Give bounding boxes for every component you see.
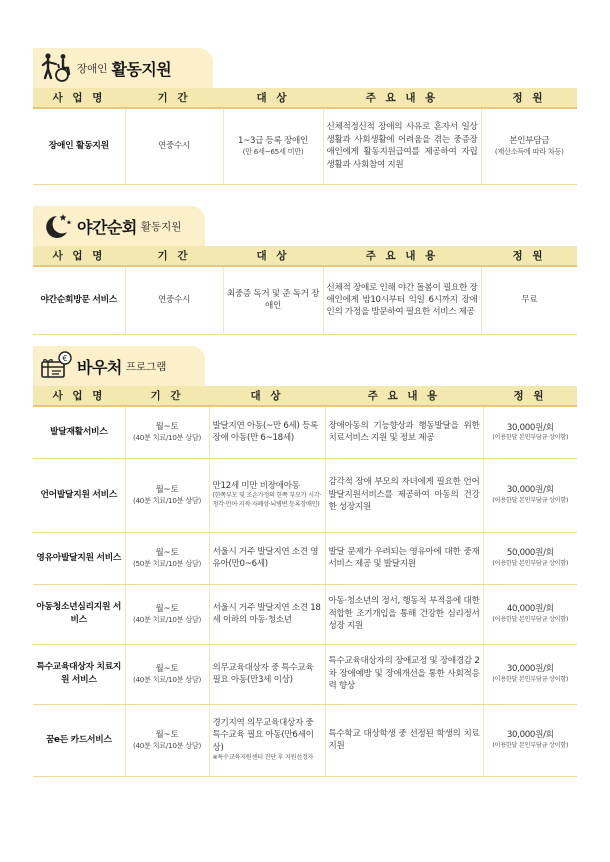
header-target: 대 상 [223, 88, 323, 108]
row-price [483, 406, 577, 458]
table-row [33, 704, 577, 776]
row-period-sub: (40분 치료/10분 상담) [132, 615, 202, 624]
row-period-sub: (40분 치료/10분 상담) [132, 741, 202, 750]
row-price-main: 30,000원/회 [506, 730, 554, 741]
row-period [125, 406, 209, 458]
section-title: 바우처 [77, 357, 122, 377]
row-name: 발달재활서비스 [33, 406, 125, 458]
svg-text:€: € [62, 354, 68, 363]
row-period-sub: (40분 치료/10분 상담) [132, 496, 202, 505]
row-price [483, 644, 577, 704]
row-content: 특수학교 대상학생 중 선정된 학생의 치료지원 [325, 704, 483, 776]
row-target-main: 경기지역 의무교육대상자 중 특수교육 필요 아동(만6세이상) [212, 717, 314, 753]
voucher-table [33, 386, 577, 777]
row-name: 언어발달지원 서비스 [33, 458, 125, 532]
header-content: 주 요 내 용 [325, 386, 483, 406]
row-content: 특수교육대상자의 장애교정 및 장애경감 2차 장애예방 및 장애개선을 통한 사회적응력 향상 [325, 644, 483, 704]
row-name: 꿈e든 카드서비스 [33, 704, 125, 776]
row-target-sub: (한쪽부모 및 조손가정의 한쪽 부모가 시각·청각·언어·지적·자폐성·뇌병변 등록장애인) [212, 492, 322, 509]
row-price-sub: (이용한달 본인부담금 상이함) [492, 741, 569, 749]
row-period-sub: (40분 치료/10분 상담) [132, 675, 202, 684]
header-name: 사 업 명 [33, 386, 125, 406]
row-name: 영유아발달지원 서비스 [33, 532, 125, 584]
header-content: 주 요 내 용 [323, 246, 481, 266]
header-period: 기 간 [125, 88, 223, 108]
section-title: 야간순회 [77, 217, 137, 237]
row-price-sub: (이용한달 본인부담금 상이함) [492, 496, 569, 504]
row-period [125, 532, 209, 584]
row-price: 무료 [481, 266, 577, 334]
section-title-small: 프로그램 [125, 360, 167, 373]
row-target-main: 1~3급 등록 장애인 [237, 135, 309, 146]
row-period [125, 584, 209, 644]
row-period-main: 월~토 [155, 603, 179, 614]
night-patrol-table [33, 246, 577, 335]
row-content: 감각적 장애 부모의 자녀에게 필요한 언어발달지원서비스를 제공하여 아동의 건강한 성장지원 [325, 458, 483, 532]
row-price-sub: (이용한달 본인부담금 상이함) [492, 675, 569, 683]
row-target [223, 108, 323, 184]
voucher-icon [39, 350, 73, 382]
row-period: 연중수시 [125, 266, 223, 334]
row-period [125, 458, 209, 532]
table-header-row [33, 386, 577, 406]
activity-support-table [33, 88, 577, 185]
table-row [33, 406, 577, 458]
row-name: 특수교육대상자 치료지원 서비스 [33, 644, 125, 704]
row-price-sub: (이용한달 본인부담금 상이함) [492, 559, 569, 567]
table-row [33, 108, 577, 184]
section-header [33, 48, 577, 88]
row-period-main: 월~토 [155, 547, 179, 558]
row-period [125, 644, 209, 704]
row-name: 아동청소년심리지원 서비스 [33, 584, 125, 644]
row-name: 야간순회방문 서비스 [33, 266, 125, 334]
row-content: 발달 문제가 우려되는 영유아에 대한 중재서비스 제공 및 발달지원 [325, 532, 483, 584]
header-period: 기 간 [125, 246, 223, 266]
row-content: 장애아동의 기능향상과 행동발달을 위한 치료서비스 지원 및 정보 제공 [325, 406, 483, 458]
row-target [209, 704, 325, 776]
section-title: 활동지원 [111, 59, 172, 79]
table-row [33, 644, 577, 704]
row-price-main: 본인부담금 [509, 135, 550, 146]
header-name: 사 업 명 [33, 246, 125, 266]
section-title-small: 활동지원 [140, 220, 182, 233]
row-price-sub: (이용한달 본인부담금 상이함) [492, 615, 569, 623]
section-night-patrol [33, 206, 577, 335]
header-content: 주 요 내 용 [323, 88, 481, 108]
header-price: 정 원 [481, 246, 577, 266]
header-period: 기 간 [125, 386, 209, 406]
row-target [209, 458, 325, 532]
row-price-main: 30,000원/회 [506, 664, 554, 675]
section-header [33, 206, 577, 246]
section-header [33, 346, 577, 386]
row-content: 신체적 장애로 인해 야간 돌봄이 필요한 장애인에게 밤10시부터 익일 6시까지 장애인의 가정을 방문하여 필요한 서비스 제공 [323, 266, 481, 334]
row-price [483, 458, 577, 532]
row-period-main: 월~토 [155, 484, 179, 495]
table-header-row [33, 88, 577, 108]
section-voucher [33, 346, 577, 777]
row-target: 최중증 독거 및 준 독거 장애인 [223, 266, 323, 334]
row-target: 발달지연 아동(~만 6세) 등록장애 아동(만 6~18세) [209, 406, 325, 458]
row-target: 의무교육대상자 중 특수교육 필요 아동(만3세 이상) [209, 644, 325, 704]
header-name: 사 업 명 [33, 88, 125, 108]
row-content: 신체적정신적 장애의 사유로 혼자서 일상생활과 사회생활에 어려움을 겪는 중증장애인에게 활동지원급여를 제공하여 자립생활과 사회참여 지원 [323, 108, 481, 184]
row-price-main: 50,000원/회 [506, 548, 554, 559]
row-target: 서울시 거주 발달지연 소견 영유아(만0~6세) [209, 532, 325, 584]
section-tab [33, 206, 205, 246]
row-target-sub: (만 6세~65세 미만) [242, 147, 304, 157]
table-row [33, 584, 577, 644]
wheelchair-icon [39, 52, 73, 84]
row-period-sub: (50분 치료/10분 상담) [132, 559, 202, 568]
header-target: 대 상 [223, 246, 323, 266]
row-content: 아동·청소년의 정서, 행동적 부적응에 대한 적합한 조기개입을 통해 건강한 심리정서 성장 지원 [325, 584, 483, 644]
row-price-main: 30,000원/회 [506, 422, 554, 433]
row-period-sub: (40분 치료/10분 상담) [132, 433, 202, 443]
row-period [125, 704, 209, 776]
section-activity-support [33, 48, 577, 185]
row-period-main: 월~토 [155, 663, 179, 674]
section-title-small: 장애인 [77, 62, 108, 75]
header-price: 정 원 [483, 386, 577, 406]
row-period-main: 월~토 [155, 421, 179, 432]
row-price-main: 40,000원/회 [506, 604, 554, 615]
table-row [33, 458, 577, 532]
row-price [483, 704, 577, 776]
row-price [481, 108, 577, 184]
row-period-main: 월~토 [155, 729, 179, 740]
header-price: 정 원 [481, 88, 577, 108]
row-price-sub: (이용한달 본인부담금 상이함) [492, 433, 569, 441]
row-price-main: 30,000원/회 [506, 485, 554, 496]
section-tab [33, 346, 205, 386]
row-target-main: 만12세 미만 비장애아동 [212, 480, 300, 491]
moon-stars-icon [39, 210, 73, 242]
table-row [33, 266, 577, 334]
table-row [33, 532, 577, 584]
row-price [483, 532, 577, 584]
row-target: 서울시 거주 발달지연 소견 18세 이하의 아동·청소년 [209, 584, 325, 644]
row-price-sub: (재산소득에 따라 차등) [494, 147, 564, 157]
header-target: 대 상 [209, 386, 325, 406]
table-header-row [33, 246, 577, 266]
row-name: 장애인 활동지원 [33, 108, 125, 184]
row-target-sub: ※특수교육지원센터 진단 후 지원선정자 [212, 754, 314, 762]
row-period: 연중수시 [125, 108, 223, 184]
section-tab [33, 48, 213, 88]
row-price [483, 584, 577, 644]
